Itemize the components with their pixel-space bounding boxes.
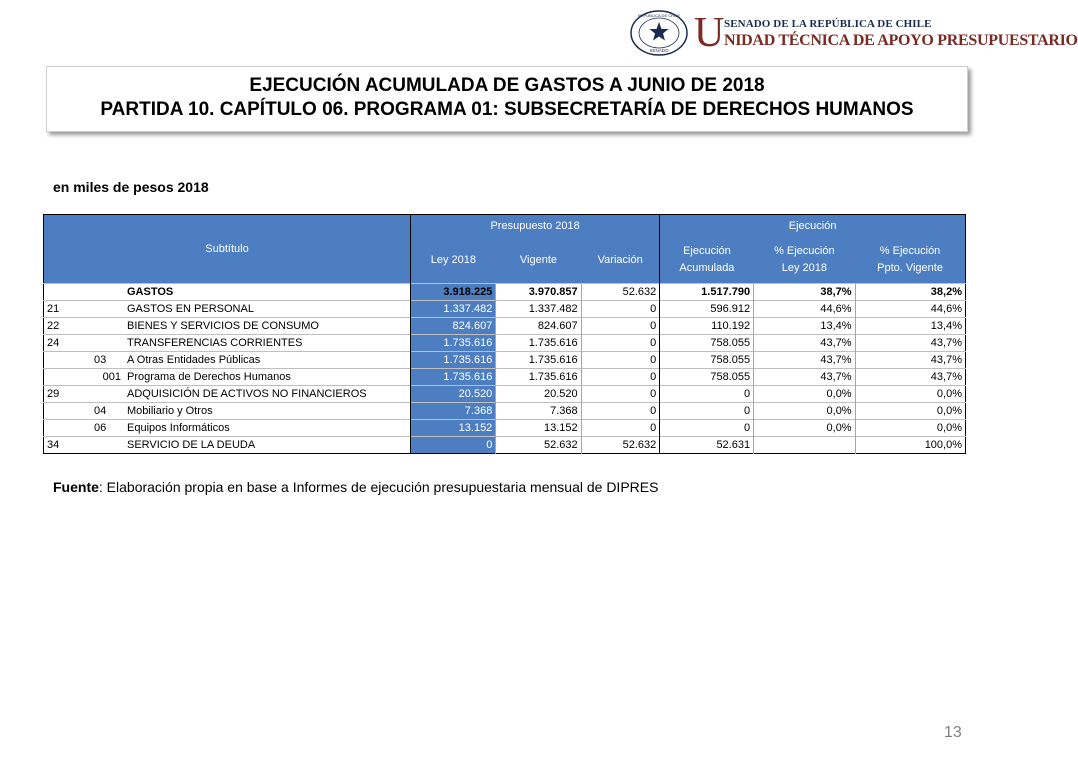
page-number: 13 xyxy=(944,724,962,741)
header-pct-ley: % Ejecución Ley 2018 xyxy=(754,237,856,284)
header-ley: Ley 2018 xyxy=(411,237,496,284)
table-row: 03 A Otras Entidades Públicas 1.735.616 1.735.616 0 758.055 43,7% 43,7% xyxy=(44,352,966,369)
table-row: 04 Mobiliario y Otros 7.368 7.368 0 0 0,0% 0,0% xyxy=(44,403,966,420)
table-row: 001 Programa de Derechos Humanos 1.735.616 1.735.616 0 758.055 43,7% 43,7% xyxy=(44,369,966,386)
logo-unit-line: NIDAD TÉCNICA DE APOYO PRESUPUESTARIO xyxy=(724,32,1078,49)
header-vigente: Vigente xyxy=(496,237,581,284)
seal-sub-text: SENADO xyxy=(649,48,669,53)
table-row: GASTOS 3.918.225 3.970.857 52.632 1.517.790 38,7% 38,2% xyxy=(44,284,966,301)
row-name: GASTOS xyxy=(124,284,411,301)
title-box xyxy=(46,66,968,132)
logo-senate-line: SENADO DE LA REPÚBLICA DE CHILE xyxy=(724,18,932,30)
source-note: Fuente: Elaboración propia en base a Informes de ejecución presupuestaria mensual de DIPRES xyxy=(53,479,659,495)
table-row: 34 SERVICIO DE LA DEUDA 0 52.632 52.632 52.631 100,0% xyxy=(44,437,966,454)
logo-initial: U xyxy=(694,10,725,56)
row-name: ADQUISICIÓN DE ACTIVOS NO FINANCIEROS xyxy=(124,386,411,403)
table-row: 24 TRANSFERENCIAS CORRIENTES 1.735.616 1.735.616 0 758.055 43,7% 43,7% xyxy=(44,335,966,352)
page-subtitle-title: PARTIDA 10. CAPÍTULO 06. PROGRAMA 01: SUBSECRETARÍA DE DERECHOS HUMANOS xyxy=(100,99,914,120)
header-variacion: Variación xyxy=(581,237,660,284)
header-pct-vigente: % Ejecución Ppto. Vigente xyxy=(855,237,965,284)
header-subtitulo: Subtítulo xyxy=(44,215,411,284)
row-name: Mobiliario y Otros xyxy=(124,403,411,420)
table-row: 29 ADQUISICIÓN DE ACTIVOS NO FINANCIEROS 20.520 20.520 0 0 0,0% 0,0% xyxy=(44,386,966,403)
row-name: BIENES Y SERVICIOS DE CONSUMO xyxy=(124,318,411,335)
header-ejecucion-group: Ejecución xyxy=(660,215,966,238)
row-name: TRANSFERENCIAS CORRIENTES xyxy=(124,335,411,352)
page-title: EJECUCIÓN ACUMULADA DE GASTOS A JUNIO DE 2018 xyxy=(249,75,765,96)
units-note: en miles de pesos 2018 xyxy=(53,179,209,195)
table-row: 21 GASTOS EN PERSONAL 1.337.482 1.337.482 0 596.912 44,6% 44,6% xyxy=(44,301,966,318)
table-row: 22 BIENES Y SERVICIOS DE CONSUMO 824.607 824.607 0 110.192 13,4% 13,4% xyxy=(44,318,966,335)
header-presupuesto-group: Presupuesto 2018 xyxy=(411,215,660,238)
row-name: GASTOS EN PERSONAL xyxy=(124,301,411,318)
row-name: Programa de Derechos Humanos xyxy=(124,369,411,386)
seal-text: REPÚBLICA DE CHILE xyxy=(637,13,681,18)
budget-table xyxy=(43,214,966,454)
row-name: SERVICIO DE LA DEUDA xyxy=(124,437,411,454)
row-name: A Otras Entidades Públicas xyxy=(124,352,411,369)
table-row: 06 Equipos Informáticos 13.152 13.152 0 0 0,0% 0,0% xyxy=(44,420,966,437)
senate-seal-icon xyxy=(630,10,688,56)
row-name: Equipos Informáticos xyxy=(124,420,411,437)
senate-logo xyxy=(628,8,1078,58)
header-ejecucion-acumulada: Ejecución Acumulada xyxy=(660,237,754,284)
